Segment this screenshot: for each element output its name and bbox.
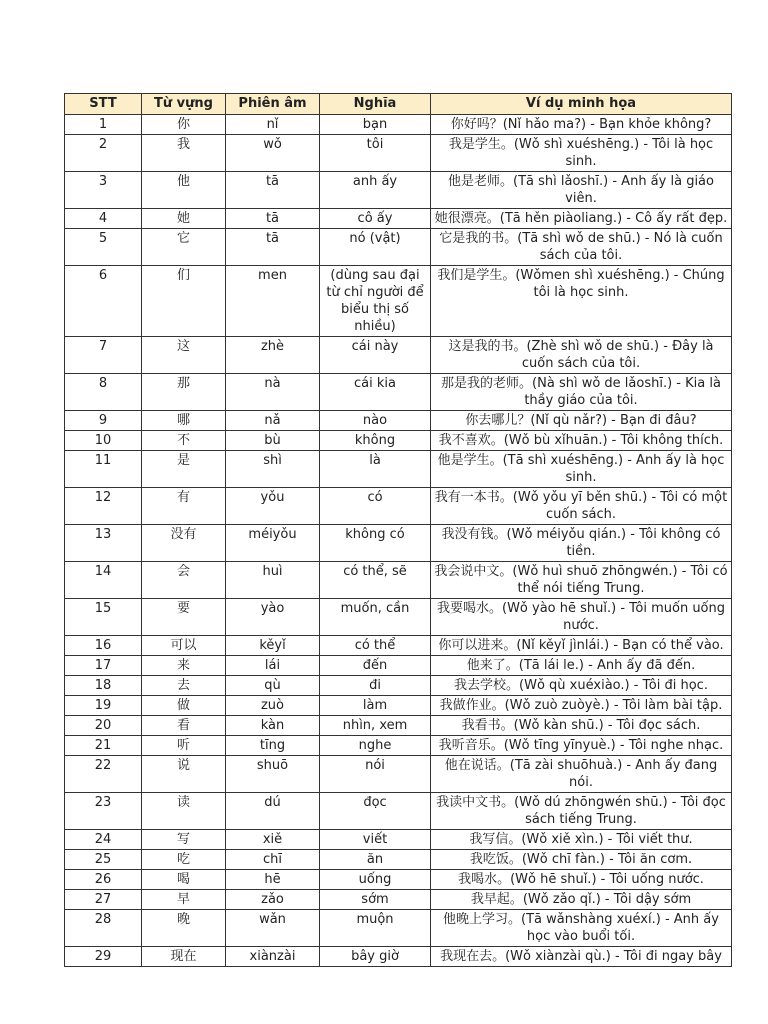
row-example: 我不喜欢。(Wǒ bù xǐhuān.) - Tôi không thích.: [431, 431, 732, 451]
row-pinyin: zuò: [226, 696, 320, 716]
row-example: 她很漂亮。(Tā hěn piàoliang.) - Cô ấy rất đẹp.: [431, 209, 732, 229]
row-example: 他来了。(Tā lái le.) - Anh ấy đã đến.: [431, 656, 732, 676]
row-example: 他在说话。(Tā zài shuōhuà.) - Anh ấy đang nói.: [431, 756, 732, 793]
row-word: 喝: [142, 870, 226, 890]
table-row: [65, 696, 732, 716]
row-word: 做: [142, 696, 226, 716]
header-pinyin: Phiên âm: [226, 94, 320, 115]
row-pinyin: wǒ: [226, 135, 320, 172]
row-meaning: có thể, sẽ: [320, 562, 431, 599]
row-meaning: nói: [320, 756, 431, 793]
row-number: 9: [65, 411, 142, 431]
row-word: 你: [142, 115, 226, 135]
row-number: 11: [65, 451, 142, 488]
table-row: [65, 135, 732, 172]
table-header: [65, 94, 732, 115]
row-meaning: là: [320, 451, 431, 488]
row-meaning: nhìn, xem: [320, 716, 431, 736]
row-pinyin: tā: [226, 229, 320, 266]
row-example: 我去学校。(Wǒ qù xuéxiào.) - Tôi đi học.: [431, 676, 732, 696]
row-number: 2: [65, 135, 142, 172]
row-example: 我现在去。(Wǒ xiànzài qù.) - Tôi đi ngay bây: [431, 947, 732, 967]
header-meaning: Nghĩa: [320, 94, 431, 115]
table-row: [65, 488, 732, 525]
row-number: 6: [65, 266, 142, 337]
row-number: 17: [65, 656, 142, 676]
row-example: 我没有钱。(Wǒ méiyǒu qián.) - Tôi không có tiền.: [431, 525, 732, 562]
row-number: 7: [65, 337, 142, 374]
row-word: 现在: [142, 947, 226, 967]
row-word: 说: [142, 756, 226, 793]
row-number: 25: [65, 850, 142, 870]
table-row: [65, 947, 732, 967]
table-row: [65, 890, 732, 910]
row-number: 15: [65, 599, 142, 636]
row-example: 他晚上学习。(Tā wǎnshàng xuéxí.) - Anh ấy học vào buổi tối.: [431, 910, 732, 947]
row-pinyin: lái: [226, 656, 320, 676]
table-row: [65, 229, 732, 266]
row-pinyin: tā: [226, 209, 320, 229]
row-pinyin: yào: [226, 599, 320, 636]
row-meaning: (dùng sau đại từ chỉ người để biểu thị số nhiều): [320, 266, 431, 337]
row-number: 3: [65, 172, 142, 209]
row-number: 18: [65, 676, 142, 696]
row-example: 这是我的书。(Zhè shì wǒ de shū.) - Đây là cuốn sách của tôi.: [431, 337, 732, 374]
vocabulary-table: [64, 93, 732, 967]
row-word: 去: [142, 676, 226, 696]
row-meaning: anh ấy: [320, 172, 431, 209]
row-meaning: tôi: [320, 135, 431, 172]
row-pinyin: dú: [226, 793, 320, 830]
table-row: [65, 756, 732, 793]
row-word: 写: [142, 830, 226, 850]
row-word: 读: [142, 793, 226, 830]
row-meaning: đến: [320, 656, 431, 676]
row-meaning: muốn, cần: [320, 599, 431, 636]
row-pinyin: hē: [226, 870, 320, 890]
header-word: Từ vựng: [142, 94, 226, 115]
row-number: 19: [65, 696, 142, 716]
row-meaning: đi: [320, 676, 431, 696]
row-meaning: ăn: [320, 850, 431, 870]
row-example: 我吃饭。(Wǒ chī fàn.) - Tôi ăn cơm.: [431, 850, 732, 870]
row-meaning: cái này: [320, 337, 431, 374]
row-pinyin: nǎ: [226, 411, 320, 431]
row-number: 23: [65, 793, 142, 830]
row-word: 她: [142, 209, 226, 229]
row-example: 我写信。(Wǒ xiě xìn.) - Tôi viết thư.: [431, 830, 732, 850]
row-example: 我们是学生。(Wǒmen shì xuéshēng.) - Chúng tôi là học sinh.: [431, 266, 732, 337]
row-number: 20: [65, 716, 142, 736]
row-example: 他是老师。(Tā shì lǎoshī.) - Anh ấy là giáo viên.: [431, 172, 732, 209]
row-number: 14: [65, 562, 142, 599]
table-row: [65, 736, 732, 756]
row-example: 你去哪儿？(Nǐ qù nǎr?) - Bạn đi đâu?: [431, 411, 732, 431]
row-pinyin: kěyǐ: [226, 636, 320, 656]
row-pinyin: xiě: [226, 830, 320, 850]
table-row: [65, 850, 732, 870]
row-number: 16: [65, 636, 142, 656]
table-row: [65, 451, 732, 488]
row-pinyin: méiyǒu: [226, 525, 320, 562]
row-meaning: nó (vật): [320, 229, 431, 266]
row-meaning: bây giờ: [320, 947, 431, 967]
row-meaning: muộn: [320, 910, 431, 947]
row-example: 你好吗？(Nǐ hǎo ma?) - Bạn khỏe không?: [431, 115, 732, 135]
row-number: 26: [65, 870, 142, 890]
row-word: 会: [142, 562, 226, 599]
row-meaning: nghe: [320, 736, 431, 756]
table-row: [65, 656, 732, 676]
row-word: 早: [142, 890, 226, 910]
row-pinyin: chī: [226, 850, 320, 870]
table-row: [65, 793, 732, 830]
row-pinyin: men: [226, 266, 320, 337]
row-word: 听: [142, 736, 226, 756]
table-row: [65, 636, 732, 656]
row-pinyin: huì: [226, 562, 320, 599]
row-word: 不: [142, 431, 226, 451]
row-meaning: có: [320, 488, 431, 525]
row-meaning: cái kia: [320, 374, 431, 411]
row-meaning: cô ấy: [320, 209, 431, 229]
row-number: 10: [65, 431, 142, 451]
row-word: 可以: [142, 636, 226, 656]
table-row: [65, 870, 732, 890]
table-row: [65, 266, 732, 337]
row-number: 12: [65, 488, 142, 525]
row-number: 1: [65, 115, 142, 135]
row-word: 吃: [142, 850, 226, 870]
row-meaning: uống: [320, 870, 431, 890]
row-example: 我听音乐。(Wǒ tīng yīnyuè.) - Tôi nghe nhạc.: [431, 736, 732, 756]
row-pinyin: xiànzài: [226, 947, 320, 967]
row-word: 来: [142, 656, 226, 676]
row-example: 我看书。(Wǒ kàn shū.) - Tôi đọc sách.: [431, 716, 732, 736]
table-row: [65, 172, 732, 209]
header-row: [65, 94, 732, 115]
row-pinyin: tīng: [226, 736, 320, 756]
row-word: 那: [142, 374, 226, 411]
table-row: [65, 411, 732, 431]
table-row: [65, 431, 732, 451]
row-meaning: làm: [320, 696, 431, 716]
row-example: 那是我的老师。(Nà shì wǒ de lǎoshī.) - Kia là thầy giáo của tôi.: [431, 374, 732, 411]
row-example: 我早起。(Wǒ zǎo qǐ.) - Tôi dậy sớm: [431, 890, 732, 910]
row-meaning: đọc: [320, 793, 431, 830]
row-meaning: nào: [320, 411, 431, 431]
table-row: [65, 910, 732, 947]
header-stt: STT: [65, 94, 142, 115]
row-pinyin: nà: [226, 374, 320, 411]
table-row: [65, 562, 732, 599]
row-pinyin: shuō: [226, 756, 320, 793]
table-row: [65, 374, 732, 411]
row-word: 要: [142, 599, 226, 636]
row-word: 晚: [142, 910, 226, 947]
row-word: 哪: [142, 411, 226, 431]
row-pinyin: yǒu: [226, 488, 320, 525]
row-number: 8: [65, 374, 142, 411]
row-meaning: không có: [320, 525, 431, 562]
header-example: Ví dụ minh họa: [431, 94, 732, 115]
row-pinyin: qù: [226, 676, 320, 696]
row-example: 我做作业。(Wǒ zuò zuòyè.) - Tôi làm bài tập.: [431, 696, 732, 716]
row-example: 我有一本书。(Wǒ yǒu yī běn shū.) - Tôi có một cuốn sách.: [431, 488, 732, 525]
row-word: 看: [142, 716, 226, 736]
row-pinyin: kàn: [226, 716, 320, 736]
table-body: [65, 115, 732, 967]
row-word: 这: [142, 337, 226, 374]
row-number: 24: [65, 830, 142, 850]
row-word: 他: [142, 172, 226, 209]
row-number: 27: [65, 890, 142, 910]
row-word: 们: [142, 266, 226, 337]
row-meaning: viết: [320, 830, 431, 850]
row-pinyin: shì: [226, 451, 320, 488]
table-row: [65, 599, 732, 636]
row-example: 我要喝水。(Wǒ yào hē shuǐ.) - Tôi muốn uống nước.: [431, 599, 732, 636]
row-number: 28: [65, 910, 142, 947]
row-example: 我会说中文。(Wǒ huì shuō zhōngwén.) - Tôi có thể nói tiếng Trung.: [431, 562, 732, 599]
row-pinyin: zǎo: [226, 890, 320, 910]
row-pinyin: wǎn: [226, 910, 320, 947]
row-word: 我: [142, 135, 226, 172]
row-word: 是: [142, 451, 226, 488]
row-pinyin: nǐ: [226, 115, 320, 135]
row-meaning: có thể: [320, 636, 431, 656]
row-pinyin: bù: [226, 431, 320, 451]
table-row: [65, 716, 732, 736]
row-example: 你可以进来。(Nǐ kěyǐ jìnlái.) - Bạn có thể vào.: [431, 636, 732, 656]
row-example: 我读中文书。(Wǒ dú zhōngwén shū.) - Tôi đọc sách tiếng Trung.: [431, 793, 732, 830]
table-row: [65, 115, 732, 135]
row-word: 没有: [142, 525, 226, 562]
row-pinyin: tā: [226, 172, 320, 209]
row-number: 21: [65, 736, 142, 756]
row-number: 29: [65, 947, 142, 967]
row-word: 它: [142, 229, 226, 266]
table-row: [65, 337, 732, 374]
row-example: 他是学生。(Tā shì xuéshēng.) - Anh ấy là học sinh.: [431, 451, 732, 488]
row-example: 我喝水。(Wǒ hē shuǐ.) - Tôi uống nước.: [431, 870, 732, 890]
table-row: [65, 830, 732, 850]
row-meaning: bạn: [320, 115, 431, 135]
row-example: 它是我的书。(Tā shì wǒ de shū.) - Nó là cuốn sách của tôi.: [431, 229, 732, 266]
table-row: [65, 209, 732, 229]
row-number: 13: [65, 525, 142, 562]
table-row: [65, 525, 732, 562]
row-example: 我是学生。(Wǒ shì xuéshēng.) - Tôi là học sinh.: [431, 135, 732, 172]
row-number: 4: [65, 209, 142, 229]
row-meaning: không: [320, 431, 431, 451]
row-pinyin: zhè: [226, 337, 320, 374]
row-number: 22: [65, 756, 142, 793]
table-row: [65, 676, 732, 696]
row-number: 5: [65, 229, 142, 266]
row-meaning: sớm: [320, 890, 431, 910]
row-word: 有: [142, 488, 226, 525]
